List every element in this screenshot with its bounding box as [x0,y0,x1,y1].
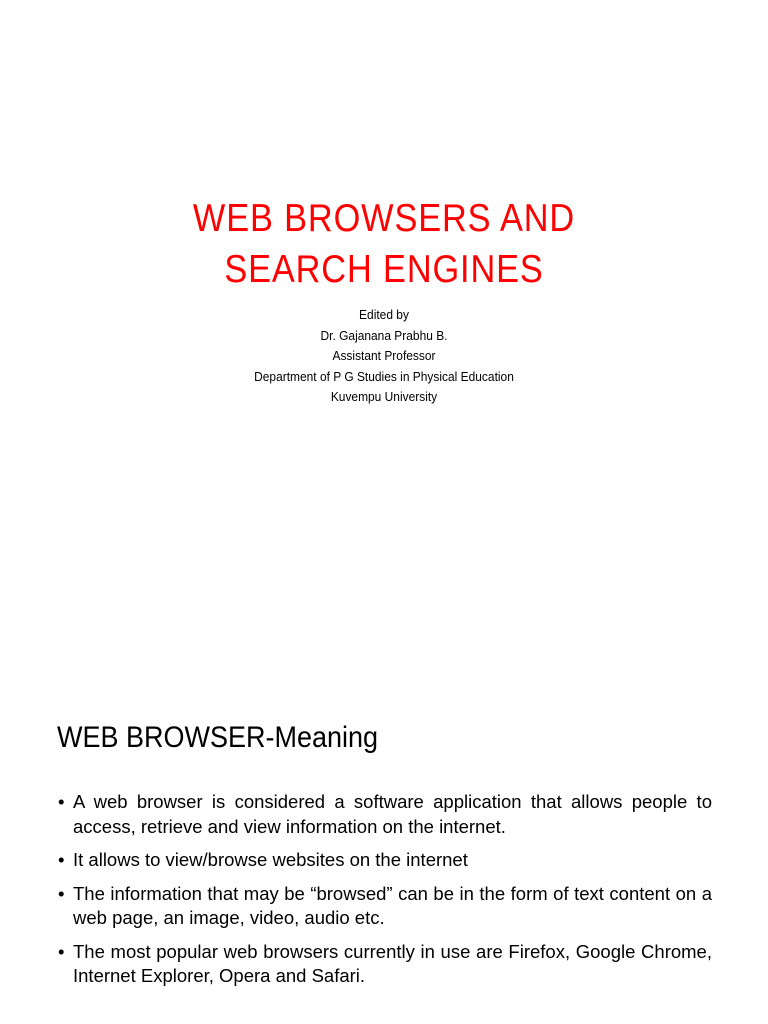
bullet-text: It allows to view/browse websites on the internet [73,849,468,870]
byline-author-name: Dr. Gajanana Prabhu B. [320,327,448,343]
bullet-icon: • [58,791,65,812]
bullet-text: A web browser is considered a software application that allows people to access, retrieve and view information on the internet. [73,791,712,837]
bullet-text: The information that may be “browsed” can be in the form of text content on a web page, an image, video, audio etc. [73,882,712,928]
list-item [58,790,712,839]
bullet-icon: • [58,882,65,904]
title-line-1: WEB BROWSERS AND [192,197,576,240]
bullet-icon: • [58,940,65,962]
title-line-2: SEARCH ENGINES [224,248,544,291]
presentation-title [0,193,768,295]
bullet-list [58,790,712,998]
byline-department: Department of P G Studies in Physical Education [254,368,514,384]
list-item [58,940,712,989]
author-byline [0,305,768,408]
slide-heading: WEB BROWSER-Meaning [57,721,379,754]
bullet-text: The most popular web browsers currently in use are Firefox, Google Chrome, Internet Explorer, Opera and Safari. [73,940,712,986]
list-item [58,882,712,931]
list-item [58,848,712,873]
byline-edited-by: Edited by [359,307,409,322]
byline-author-role: Assistant Professor [332,348,436,363]
bullet-icon: • [58,849,65,870]
byline-university: Kuvempu University [330,389,438,404]
